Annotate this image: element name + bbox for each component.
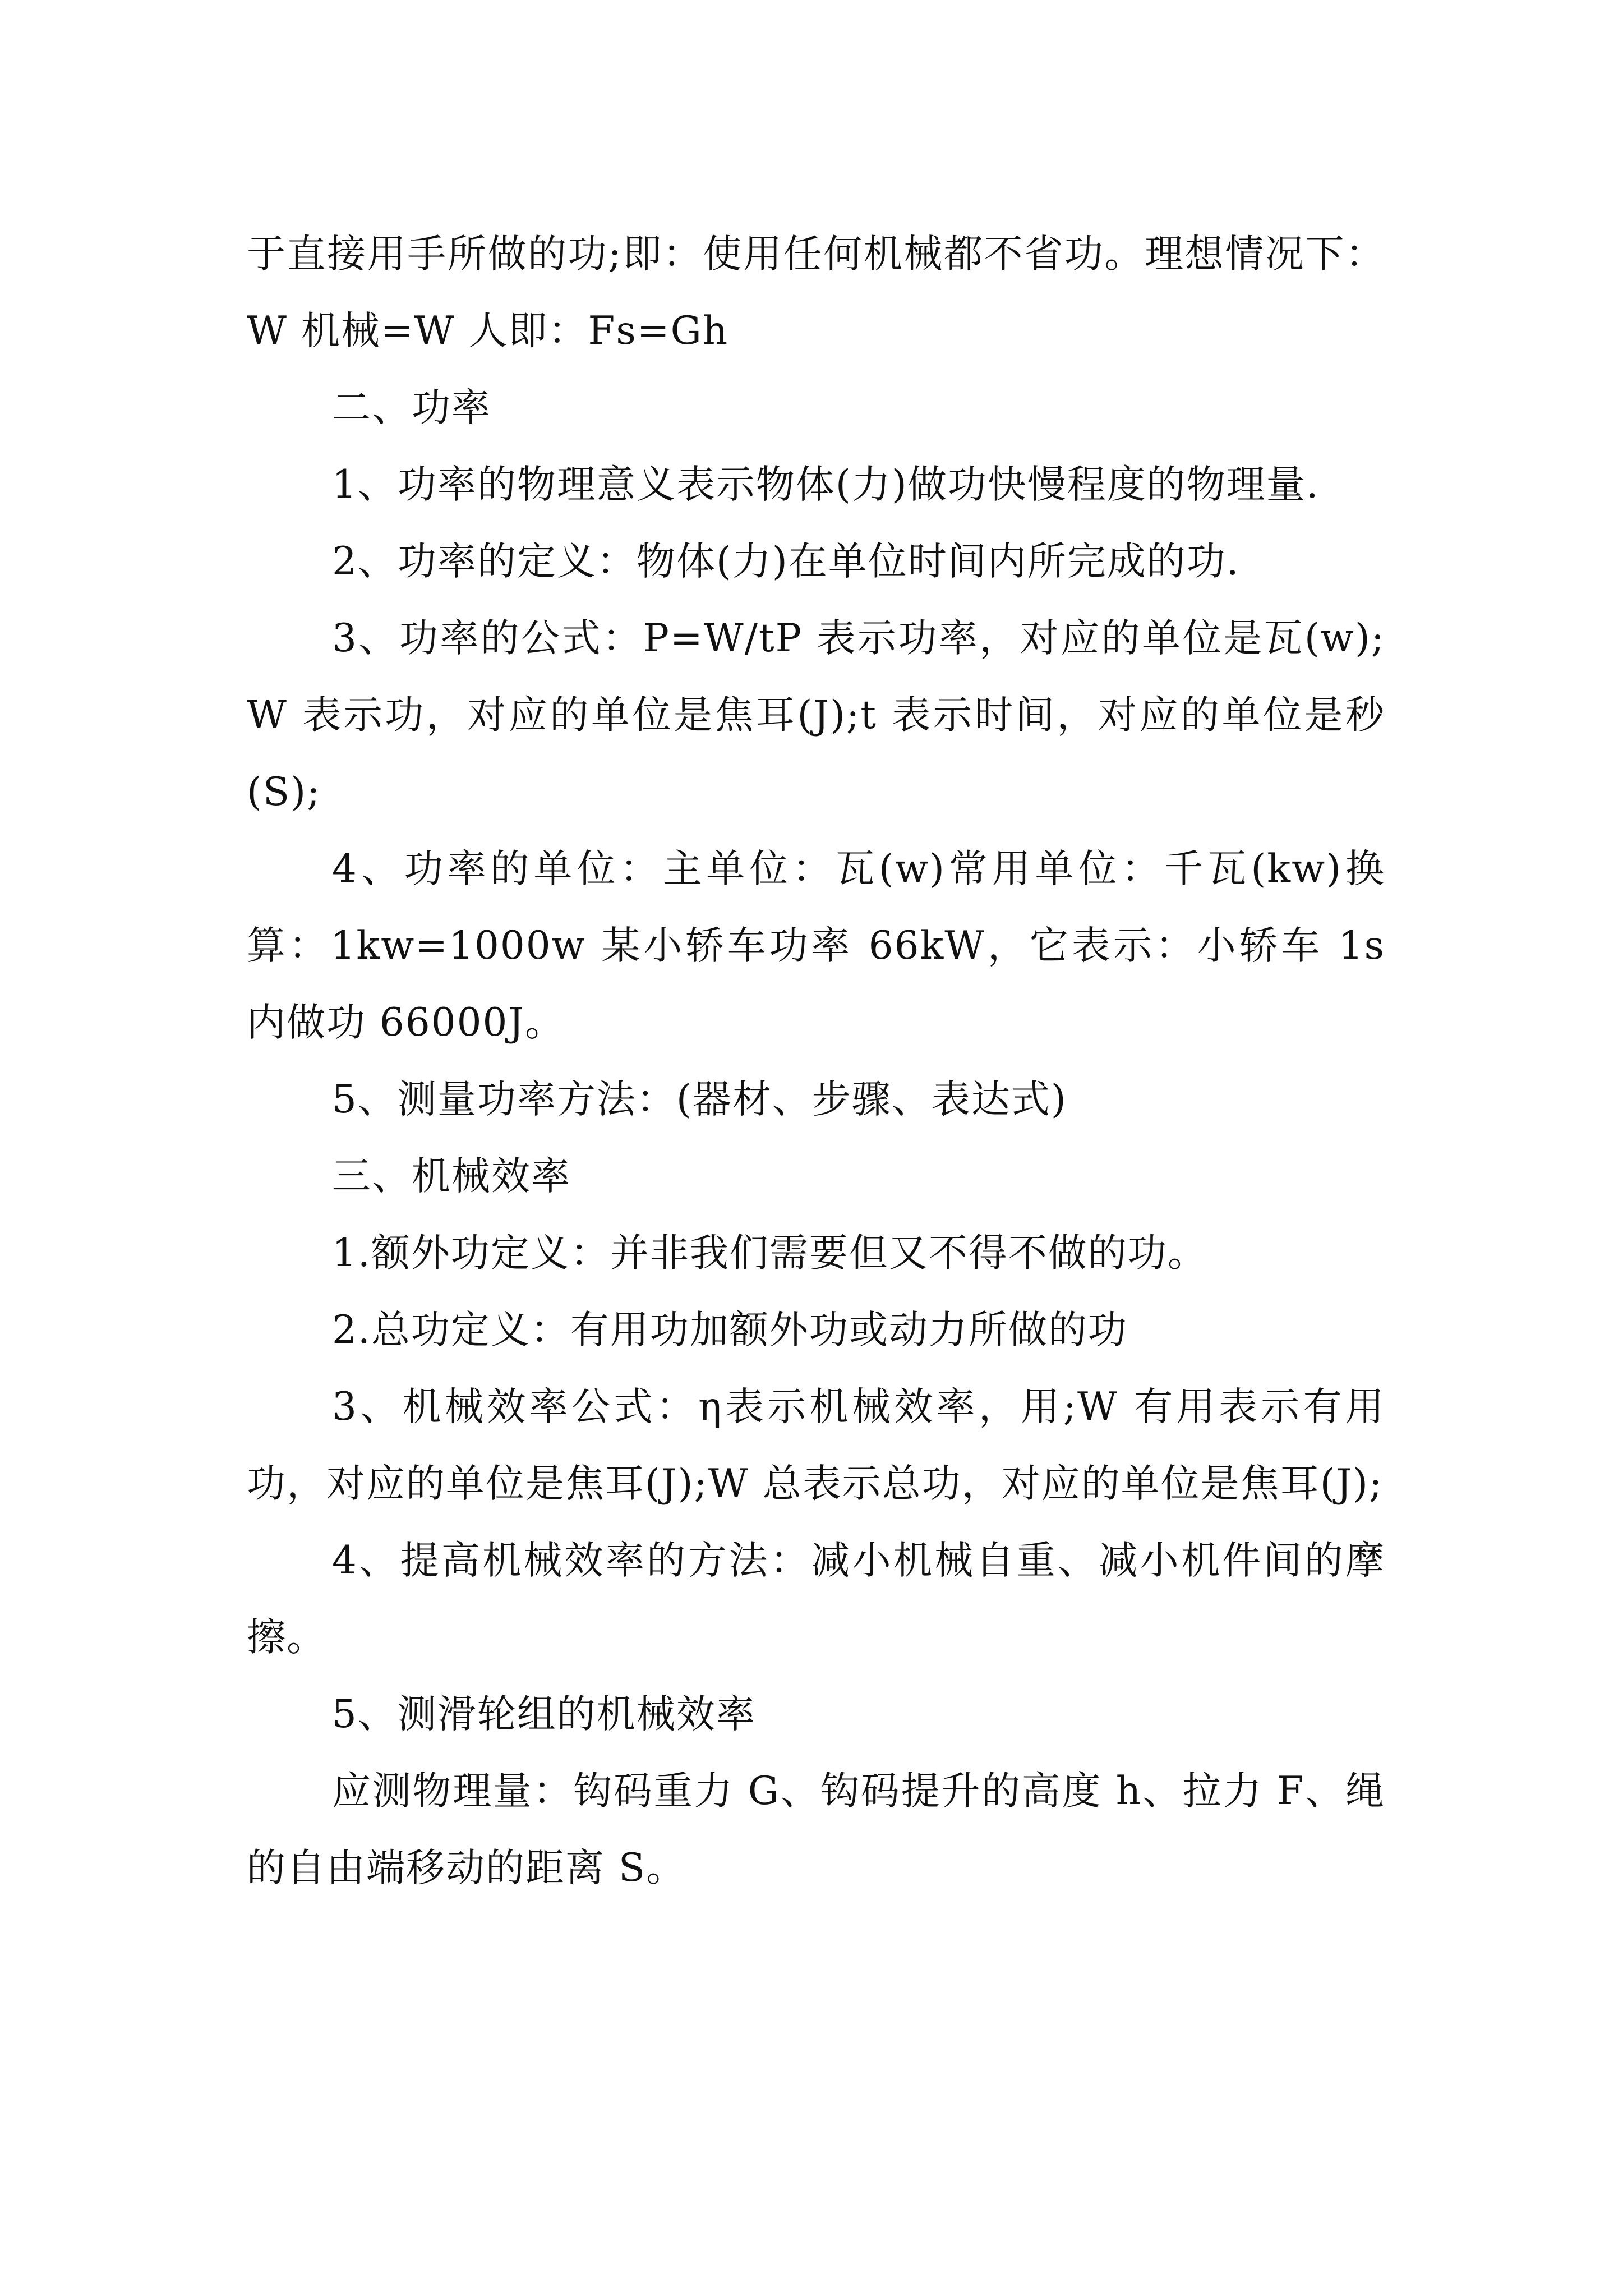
paragraph-measured-quantities: 应测物理量：钩码重力 G、钩码提升的高度 h、拉力 F、绳的自由端移动的距离 S。 [247,1769,1385,1890]
paragraph-improve-efficiency: 4、提高机械效率的方法：减小机械自重、减小机件间的摩擦。 [247,1538,1385,1660]
paragraph-efficiency-formula: 3、机械效率公式：η表示机械效率，用;W 有用表示有用功，对应的单位是焦耳(J);W 总表示总功，对应的单位是焦耳(J); [247,1384,1385,1506]
paragraph-power-definition: 2、功率的定义：物体(力)在单位时间内所完成的功. [332,539,1240,584]
section-heading-power: 二、功率 [332,385,491,430]
paragraph-power-units: 4、功率的单位：主单位：瓦(w)常用单位：千瓦(kw)换算：1kw=1000w 某小轿车功率 66kW，它表示：小轿车 1s 内做功 66000J。 [247,846,1385,1045]
paragraph-total-work: 2.总功定义：有用功加额外功或动力所做的功 [332,1308,1128,1352]
paragraph-power-measurement: 5、测量功率方法：(器材、步骤、表达式) [332,1077,1067,1122]
document-body [247,216,1385,1907]
paragraph-power-formula: 3、功率的公式：P=W/tP 表示功率，对应的单位是瓦(w);W 表示功，对应的单位是焦耳(J);t 表示时间，对应的单位是秒(S); [247,616,1385,815]
paragraph-continuation: 于直接用手所做的功;即：使用任何机械都不省功。理想情况下：W 机械=W 人即：Fs=Gh [247,232,1385,353]
paragraph-extra-work: 1.额外功定义：并非我们需要但又不得不做的功。 [332,1231,1207,1276]
paragraph-pulley-efficiency: 5、测滑轮组的机械效率 [332,1692,756,1737]
paragraph-power-meaning: 1、功率的物理意义表示物体(力)做功快慢程度的物理量. [332,462,1320,507]
section-heading-efficiency: 三、机械效率 [332,1154,571,1199]
